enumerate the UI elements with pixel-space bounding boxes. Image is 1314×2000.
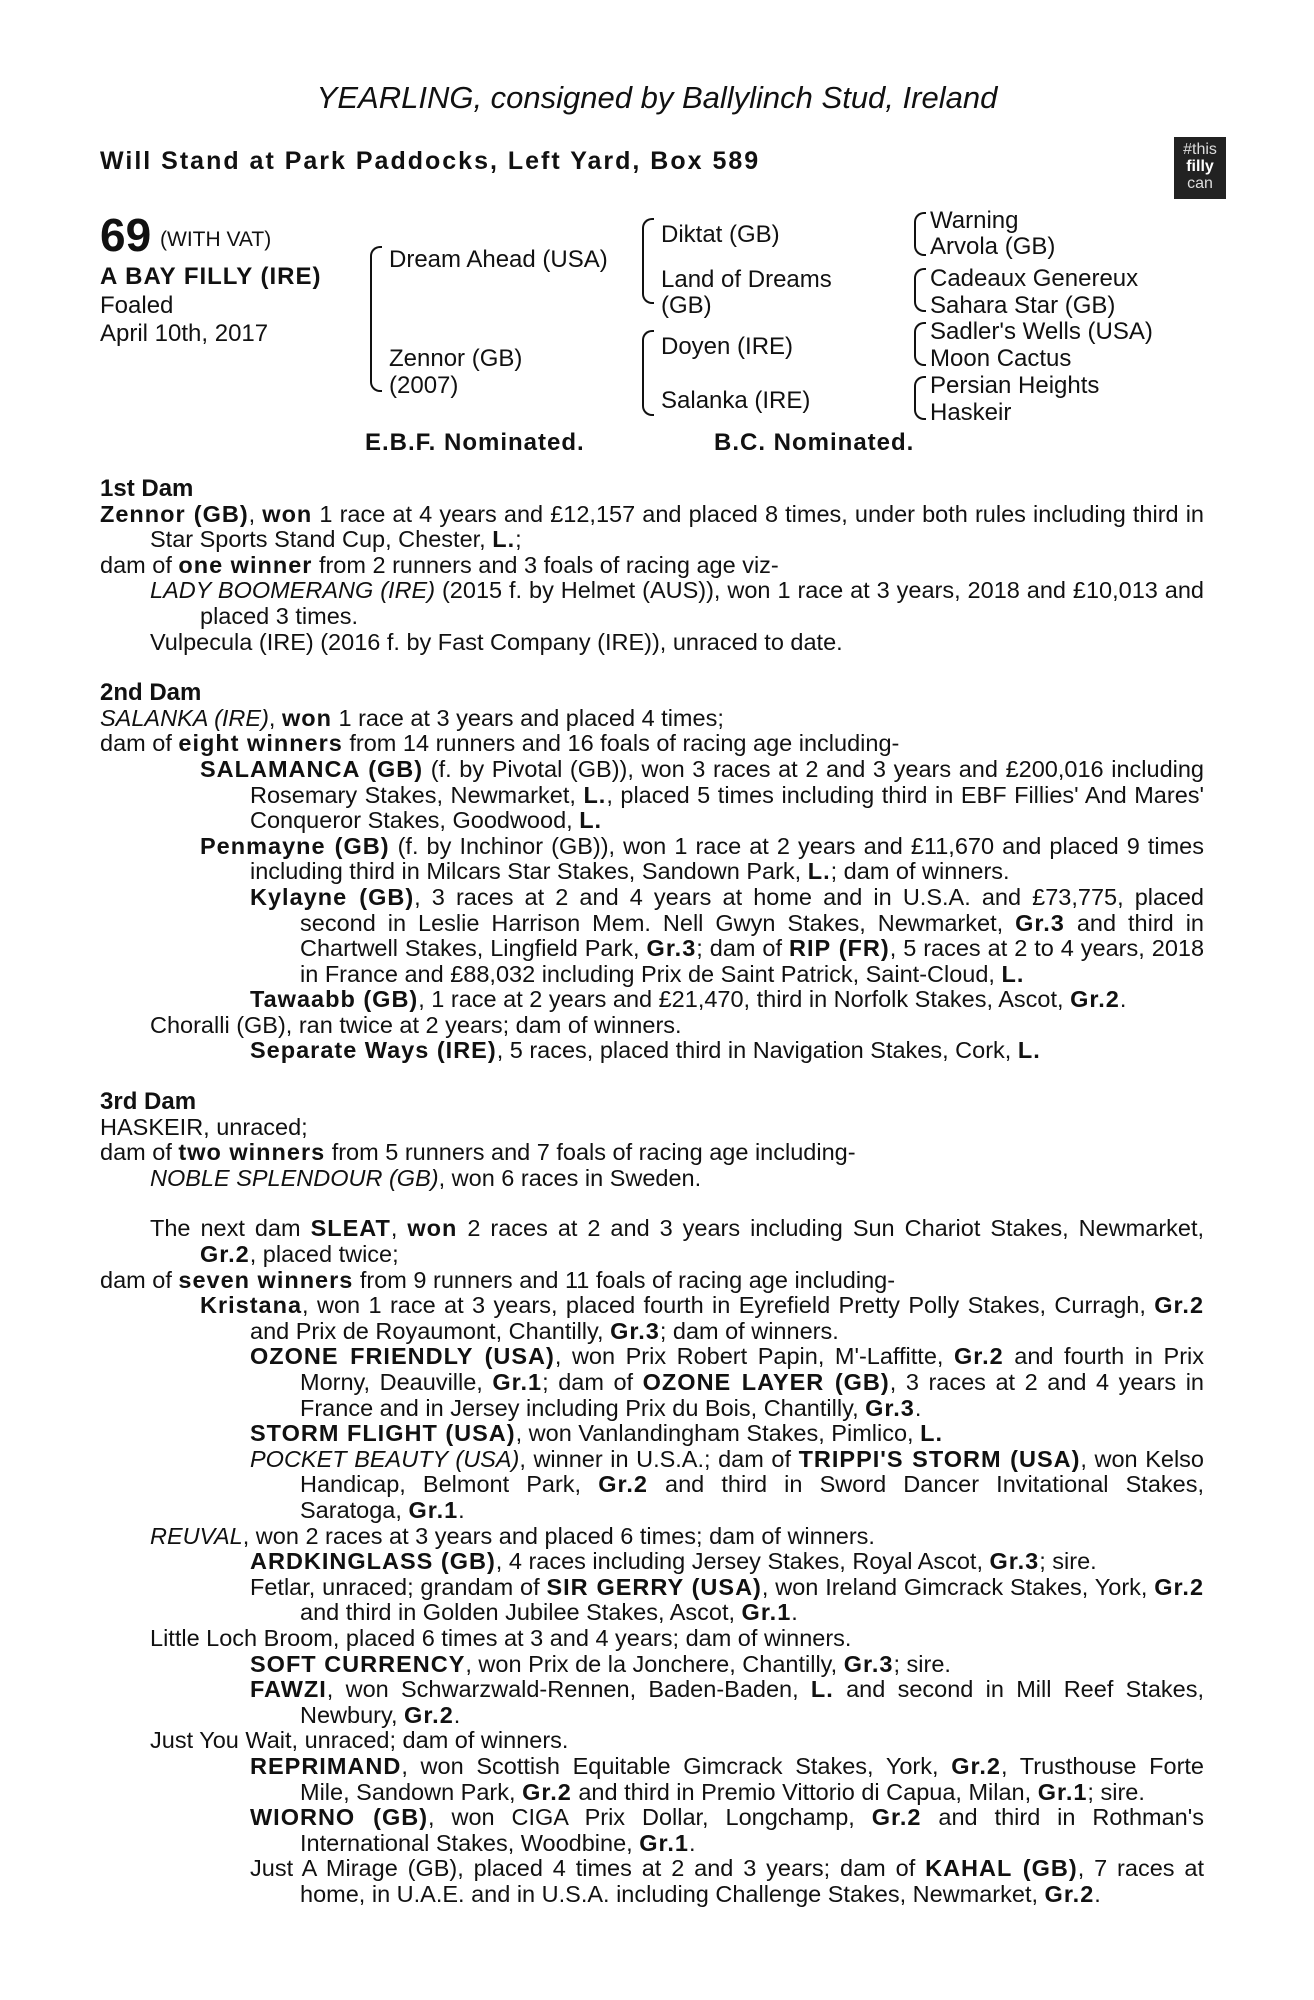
pedigree-g4: Sahara Star (GB) <box>930 292 1116 319</box>
ebf-nominated: E.B.F. Nominated. <box>365 429 585 456</box>
produce-wiorno: WIORNO (GB), won CIGA Prix Dollar, Longchamp, Gr.2 and third in Rothman's International Stakes, Woodbine, Gr.1. <box>250 1804 1204 1856</box>
first-dam-produce: dam of one winner from 2 runners and 3 foals of racing age viz- <box>100 551 779 578</box>
pedigree-g5: Sadler's Wells (USA) <box>930 318 1153 345</box>
logo-line-2: filly <box>1186 158 1214 175</box>
logo-line-3: can <box>1187 175 1213 192</box>
pedigree-brace-1 <box>914 212 926 256</box>
produce-salamanca: SALAMANCA (GB) (f. by Pivotal (GB)), won 3 races at 2 and 3 years and £200,016 including Rosemary Stakes, Newmarket, L., placed 5 times including third in EBF Fillies' And Mares' Conqueror Stakes, Goodwood, L. <box>200 755 1205 834</box>
produce-pocket-beauty: POCKET BEAUTY (USA), winner in U.S.A.; dam of TRIPPI'S STORM (USA), won Kelso Handicap, Belmont Park, Gr.2 and third in Sword Dancer Invitational Stakes, Saratoga, Gr.1. <box>250 1445 1204 1523</box>
this-filly-can-logo <box>1174 137 1226 199</box>
produce-lady-boomerang: LADY BOOMERANG (IRE) (2015 f. by Helmet (AUS)), won 1 race at 3 years, 2018 and £10,013 and placed 3 times. <box>150 577 1204 629</box>
first-dam-heading: 1st Dam <box>100 475 194 502</box>
pedigree-g2: Arvola (GB) <box>930 233 1056 260</box>
pedigree-brace-main <box>370 246 382 392</box>
third-dam-para: HASKEIR, unraced; <box>100 1113 308 1140</box>
third-dam-heading: 3rd Dam <box>100 1088 197 1116</box>
produce-tawaabb: Tawaabb (GB), 1 race at 2 years and £21,470, third in Norfolk Stakes, Ascot, Gr.2. <box>250 986 1127 1013</box>
produce-little-loch-broom: Little Loch Broom, placed 6 times at 3 and 4 years; dam of winners. <box>150 1624 852 1651</box>
pedigree-sire: Dream Ahead (USA) <box>389 246 608 273</box>
produce-noble-splendour: NOBLE SPLENDOUR (GB), won 6 races in Sweden. <box>150 1164 702 1191</box>
produce-fetlar: Fetlar, unraced; grandam of SIR GERRY (USA), won Ireland Gimcrack Stakes, York, Gr.2 and third in Golden Jubilee Stakes, Ascot, Gr.1. <box>250 1573 1205 1626</box>
foaled-label: Foaled <box>100 292 174 319</box>
pedigree-g1: Warning <box>930 207 1019 234</box>
produce-just-you-wait: Just You Wait, unraced; dam of winners. <box>150 1727 569 1754</box>
logo-line-1: #this <box>1183 141 1217 158</box>
horse-name: A BAY FILLY (IRE) <box>100 263 322 290</box>
produce-ozone-friendly: OZONE FRIENDLY (USA), won Prix Robert Papin, M'-Laffitte, Gr.2 and fourth in Prix Morny, Deauville, Gr.1; dam of OZONE LAYER (GB), 3 races at 2 and 4 years in France and in Jersey including Prix du Bois, Chantilly, Gr.3. <box>250 1343 1205 1421</box>
produce-storm-flight: STORM FLIGHT (USA), won Vanlandingham Stakes, Pimlico, L. <box>250 1420 943 1447</box>
pedigree-dam: Zennor (GB) <box>389 345 523 372</box>
pedigree-g7: Persian Heights <box>930 372 1100 399</box>
produce-vulpecula: Vulpecula (IRE) (2016 f. by Fast Company (IRE)), unraced to date. <box>150 628 843 655</box>
bc-nominated: B.C. Nominated. <box>714 429 915 456</box>
lot-number: 69 <box>100 209 152 261</box>
next-dam-produce: dam of seven winners from 9 runners and 11 foals of racing age including- <box>100 1266 896 1293</box>
second-dam-produce: dam of eight winners from 14 runners and 16 foals of racing age including- <box>100 730 900 757</box>
pedigree-brace-4 <box>914 376 926 420</box>
first-dam-para: Zennor (GB), won 1 race at 4 years and £12,157 and placed 8 times, under both rules including third in Star Sports Stand Cup, Chester, L.; <box>100 500 1204 553</box>
pedigree-sire-dam-line2: (GB) <box>661 292 712 319</box>
pedigree-dam-year: (2007) <box>389 372 459 399</box>
vat-label: (WITH VAT) <box>160 228 272 251</box>
pedigree-brace-2 <box>914 268 926 312</box>
next-dam-para: The next dam SLEAT, won 2 races at 2 and 3 years including Sun Chariot Stakes, Newmarket, Gr.2, placed twice; <box>150 1215 1205 1268</box>
second-dam-heading: 2nd Dam <box>100 679 202 707</box>
produce-fawzi: FAWZI, won Schwarzwald-Rennen, Baden-Baden, L. and second in Mill Reef Stakes, Newbury, Gr.2. <box>250 1676 1204 1728</box>
produce-reprimand: REPRIMAND, won Scottish Equitable Gimcrack Stakes, York, Gr.2, Trusthouse Forte Mile, Sandown Park, Gr.2 and third in Premio Vittorio di Capua, Milan, Gr.1; sire. <box>250 1752 1205 1805</box>
stand-location: Will Stand at Park Paddocks, Left Yard, Box 589 <box>100 147 761 175</box>
produce-kylayne: Kylayne (GB), 3 races at 2 and 4 years at home and in U.S.A. and £73,775, placed second in Leslie Harrison Mem. Nell Gwyn Stakes, Newmarket, Gr.3 and third in Chartwell Stakes, Lingfield Park, Gr.3; dam of RIP (FR), 5 races at 2 to 4 years, 2018 in France and £88,032 including Prix de Saint Patrick, Saint-Cloud, L. <box>250 883 1205 987</box>
pedigree-sire-sire: Diktat (GB) <box>661 221 780 248</box>
pedigree-brace-sire <box>642 218 654 304</box>
pedigree-dam-sire: Doyen (IRE) <box>661 333 794 360</box>
third-dam-produce: dam of two winners from 5 runners and 7 foals of racing age including- <box>100 1139 856 1166</box>
produce-ardkinglass: ARDKINGLASS (GB), 4 races including Jersey Stakes, Royal Ascot, Gr.3; sire. <box>250 1548 1097 1575</box>
produce-soft-currency: SOFT CURRENCY, won Prix de la Jonchere, Chantilly, Gr.3; sire. <box>250 1650 951 1677</box>
pedigree-body <box>100 476 1204 1907</box>
produce-reuval: REUVAL, won 2 races at 3 years and placed 6 times; dam of winners. <box>150 1522 875 1549</box>
pedigree-g8: Haskeir <box>930 399 1012 426</box>
page-subtitle: YEARLING, consigned by Ballylinch Stud, Ireland <box>316 80 998 115</box>
second-dam-para: SALANKA (IRE), won 1 race at 3 years and placed 4 times; <box>100 704 724 731</box>
pedigree-brace-dam <box>642 330 654 416</box>
produce-penmayne: Penmayne (GB) (f. by Inchinor (GB)), won 1 race at 2 years and £11,670 and placed 9 times including third in Milcars Star Stakes, Sandown Park, L.; dam of winners. <box>200 832 1204 885</box>
produce-separate-ways: Separate Ways (IRE), 5 races, placed third in Navigation Stakes, Cork, L. <box>250 1037 1041 1064</box>
produce-just-a-mirage: Just A Mirage (GB), placed 4 times at 2 and 3 years; dam of KAHAL (GB), 7 races at home, in U.A.E. and in U.S.A. including Challenge Stakes, Newmarket, Gr.2. <box>250 1855 1204 1907</box>
foaled-date: April 10th, 2017 <box>100 320 269 347</box>
produce-kristana: Kristana, won 1 race at 3 years, placed fourth in Eyrefield Pretty Polly Stakes, Curragh, Gr.2 and Prix de Royaumont, Chantilly, Gr.3; dam of winners. <box>200 1292 1205 1344</box>
produce-choralli: Choralli (GB), ran twice at 2 years; dam of winners. <box>150 1011 682 1038</box>
pedigree-brace-3 <box>914 322 926 366</box>
pedigree-dam-dam: Salanka (IRE) <box>661 387 811 414</box>
pedigree-g3: Cadeaux Genereux <box>930 265 1139 292</box>
pedigree-sire-dam-line1: Land of Dreams <box>661 266 832 293</box>
pedigree-g6: Moon Cactus <box>930 345 1072 372</box>
